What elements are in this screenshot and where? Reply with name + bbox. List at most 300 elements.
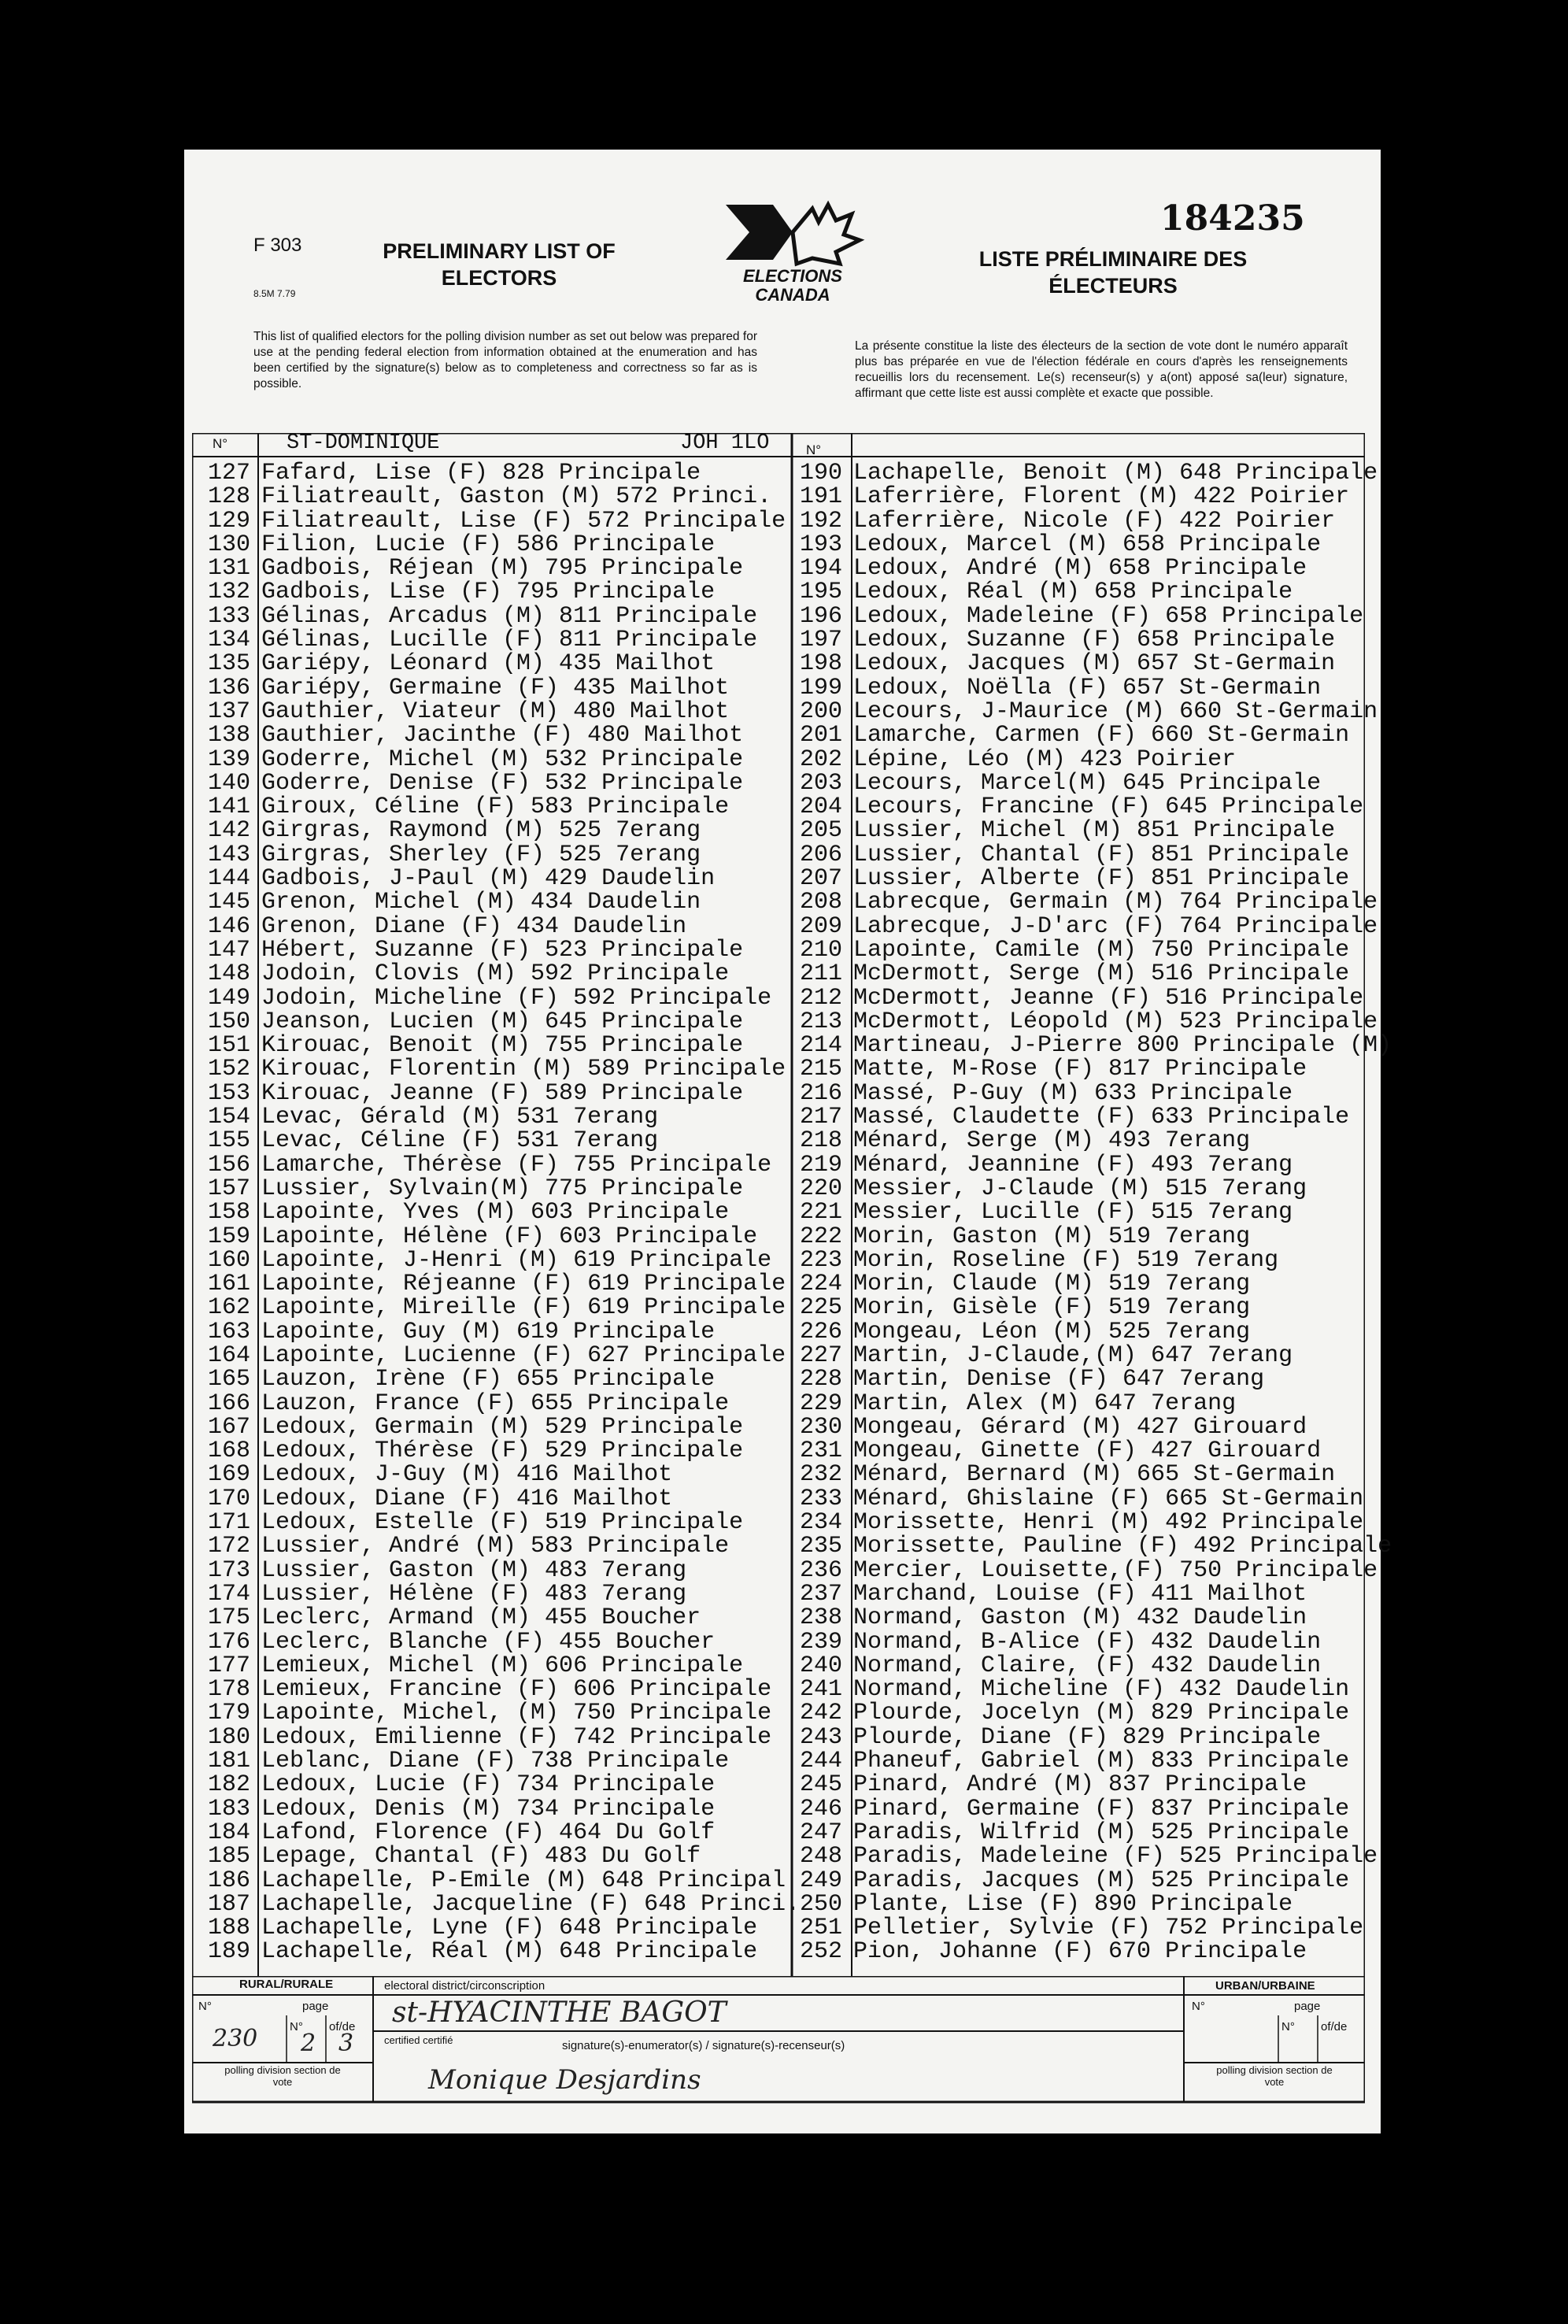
elector-row [192, 1582, 800, 1606]
elector-row [784, 1487, 1392, 1511]
elector-entry: Gauthier, Viateur (M) 480 Mailhot [261, 698, 730, 725]
elector-row [784, 1630, 1392, 1654]
elector-number: 192 [799, 507, 842, 535]
elector-entry: Lauzon, Irène (F) 655 Principale [261, 1366, 716, 1393]
elector-row [192, 748, 800, 772]
elector-number: 213 [799, 1008, 842, 1035]
elector-row [784, 1105, 1392, 1129]
elector-number: 232 [799, 1461, 842, 1489]
elector-entry: Massé, P-Guy (M) 633 Principale [853, 1079, 1293, 1107]
elector-number: 202 [799, 746, 842, 773]
elector-entry: Messier, J-Claude (M) 515 7erang [853, 1175, 1307, 1202]
elector-entry: Paradis, Madeleine (F) 525 Principale [853, 1843, 1378, 1871]
elector-row [784, 748, 1392, 772]
elector-row [192, 769, 800, 797]
elector-row [192, 723, 800, 747]
elector-row [784, 1890, 1392, 1918]
elector-entry: Lecours, Marcel(M) 645 Principale [853, 769, 1322, 797]
elector-entry: Lussier, Hélène (F) 483 7erang [261, 1580, 687, 1608]
intro-english: This list of qualified electors for the polling division number as set out below was prepared for use at the pending federal election from information obtained at the enumeration and has been certified by the signature(s) below as to completeness and correctness so far as is possible. [253, 330, 757, 390]
elector-entry: Leclerc, Armand (M) 455 Boucher [261, 1604, 701, 1632]
elector-row [192, 1415, 800, 1439]
elector-number: 142 [207, 817, 250, 845]
elector-entry: McDermott, Serge (M) 516 Principale [853, 960, 1350, 988]
elector-entry: Lapointe, J-Henri (M) 619 Principale [261, 1246, 772, 1274]
elector-entry: Morissette, Pauline (F) 492 Principale [853, 1533, 1392, 1560]
elector-number: 205 [799, 817, 842, 845]
elector-entry: Gadbois, Réjean (M) 795 Principale [261, 555, 744, 583]
elector-row [784, 485, 1392, 509]
elector-entry: Normand, Gaston (M) 432 Daudelin [853, 1604, 1307, 1632]
elector-entry: Gélinas, Arcadus (M) 811 Principale [261, 602, 758, 630]
elector-number: 177 [207, 1652, 250, 1679]
elector-number: 146 [207, 912, 250, 940]
elector-row [192, 795, 800, 819]
title-english: PRELIMINARY LIST OF ELECTORS [383, 239, 616, 290]
elector-entry: Lapointe, Réjeanne (F) 619 Principale [261, 1271, 786, 1298]
elector-number: 194 [799, 555, 842, 583]
elector-entry: McDermott, Jeanne (F) 516 Principale [853, 984, 1364, 1012]
rural-of-label: of/de [329, 2020, 356, 2034]
elector-number: 181 [207, 1748, 250, 1775]
elector-entry: Lapointe, Guy (M) 619 Principale [261, 1318, 716, 1345]
elector-number: 222 [799, 1223, 842, 1250]
elector-row [784, 795, 1392, 819]
elector-number: 130 [207, 531, 250, 558]
elector-number: 197 [799, 627, 842, 654]
elector-entry: Gadbois, J-Paul (M) 429 Daudelin [261, 865, 716, 893]
elector-row [192, 1057, 800, 1081]
polling-division-number: 230 [213, 2025, 258, 2052]
elector-entry: Messier, Lucille (F) 515 7erang [853, 1199, 1293, 1227]
elector-entry: Kirouac, Jeanne (F) 589 Principale [261, 1079, 744, 1107]
elector-number: 136 [207, 674, 250, 701]
elector-number: 182 [207, 1771, 250, 1799]
elector-entry: Ledoux, Denis (M) 734 Principale [261, 1795, 716, 1823]
elector-row [784, 1153, 1392, 1177]
elector-entry: Paradis, Wilfrid (M) 525 Principale [853, 1819, 1350, 1846]
elector-number: 154 [207, 1104, 250, 1131]
elector-entry: Morin, Claude (M) 519 7erang [853, 1271, 1251, 1298]
elector-entry: Lapointe, Lucienne (F) 627 Principale [261, 1341, 786, 1369]
elector-entry: Ledoux, Diane (F) 416 Mailhot [261, 1485, 673, 1512]
elector-number: 137 [207, 698, 250, 725]
electoral-district-label: electoral district/circonscription [384, 1979, 545, 1993]
elector-number: 252 [799, 1938, 842, 1966]
elector-entry: Labrecque, Germain (M) 764 Principale [853, 889, 1378, 916]
elector-entry: Ledoux, Noëlla (F) 657 St-Germain [853, 674, 1322, 701]
svg-text:ELECTIONS: ELECTIONS [743, 266, 842, 286]
elector-entry: Levac, Céline (F) 531 7erang [261, 1127, 659, 1155]
elector-entry: Lachapelle, P-Emile (M) 648 Principal [261, 1867, 786, 1894]
elector-row [784, 700, 1392, 723]
elector-row [192, 1246, 800, 1274]
elector-row [784, 1797, 1392, 1821]
electoral-district-value: st-HYACINTHE BAGOT [392, 1996, 727, 2029]
elector-row [192, 843, 800, 867]
elector-number: 241 [799, 1676, 842, 1704]
elector-row [784, 1225, 1392, 1249]
elector-row [192, 1487, 800, 1511]
elector-entry: Ledoux, J-Guy (M) 416 Mailhot [261, 1461, 673, 1489]
elector-number: 170 [207, 1485, 250, 1512]
elector-number: 251 [799, 1915, 842, 1942]
elector-row [192, 962, 800, 986]
elector-entry: Goderre, Michel (M) 532 Principale [261, 746, 744, 773]
elector-number: 173 [207, 1556, 250, 1584]
elector-number: 228 [799, 1366, 842, 1393]
elector-row [784, 1320, 1392, 1344]
elector-entry: Leclerc, Blanche (F) 455 Boucher [261, 1628, 716, 1656]
elector-entry: Giroux, Céline (F) 583 Principale [261, 794, 730, 821]
elector-entry: Massé, Claudette (F) 633 Principale [853, 1104, 1350, 1131]
elector-entry: Ledoux, Lucie (F) 734 Principale [261, 1771, 716, 1799]
elector-entry: Mongeau, Ginette (F) 427 Girouard [853, 1438, 1322, 1465]
elector-entry: Ledoux, Thérèse (F) 529 Principale [261, 1438, 744, 1465]
elector-number: 149 [207, 984, 250, 1012]
elector-row [784, 1701, 1392, 1725]
elector-number: 240 [799, 1652, 842, 1679]
elector-entry: Girgras, Raymond (M) 525 7erang [261, 817, 701, 845]
elector-number: 219 [799, 1151, 842, 1179]
elector-number: 143 [207, 841, 250, 868]
elector-row [784, 1199, 1392, 1227]
elector-number: 169 [207, 1461, 250, 1489]
elector-entry: Martineau, J-Pierre 800 Principale (M) [853, 1032, 1392, 1060]
elector-row [784, 986, 1392, 1010]
elector-entry: Lamarche, Carmen (F) 660 St-Germain [853, 722, 1350, 749]
elector-number: 163 [207, 1318, 250, 1345]
elector-number: 198 [799, 650, 842, 678]
elector-row [784, 890, 1392, 914]
elector-entry: Lussier, Alberte (F) 851 Principale [853, 865, 1350, 893]
elector-number: 139 [207, 746, 250, 773]
elector-number: 208 [799, 889, 842, 916]
elector-entry: Lussier, Gaston (M) 483 7erang [261, 1556, 687, 1584]
elector-row [784, 1869, 1392, 1893]
elector-row [192, 986, 800, 1010]
elector-row [784, 962, 1392, 986]
form-sub-code: 8.5M 7.79 [253, 288, 296, 299]
rural-polling-division-label: polling division section de vote [224, 2064, 341, 2088]
elector-number: 185 [207, 1843, 250, 1871]
elector-number: 223 [799, 1246, 842, 1274]
rural-label: RURAL/RURALE [239, 1978, 334, 1991]
elector-number: 201 [799, 722, 842, 749]
elector-entry: Laferrière, Florent (M) 422 Poirier [853, 483, 1350, 511]
elector-number: 212 [799, 984, 842, 1012]
elector-entry: Filion, Lucie (F) 586 Principale [261, 531, 716, 558]
elector-entry: Pion, Johanne (F) 670 Principale [853, 1938, 1307, 1966]
elector-row [784, 723, 1392, 747]
electors-list-form [184, 150, 1392, 2133]
elector-number: 200 [799, 698, 842, 725]
signature-label: signature(s)-enumerator(s) / signature(s)-recenseur(s) [562, 2039, 845, 2052]
elector-row [192, 865, 800, 893]
elector-row [784, 580, 1392, 604]
elector-row [192, 912, 800, 940]
elector-number: 160 [207, 1246, 250, 1274]
page-number: 2 [301, 2030, 316, 2057]
elector-number: 150 [207, 1008, 250, 1035]
elector-row [784, 555, 1392, 583]
urban-page-no-label: N° [1281, 2020, 1295, 2034]
elector-number: 237 [799, 1580, 842, 1608]
elector-number: 156 [207, 1151, 250, 1179]
elector-number: 199 [799, 674, 842, 701]
elector-row [784, 602, 1392, 630]
elector-entry: Lapointe, Hélène (F) 603 Principale [261, 1223, 758, 1250]
right-no-header: N° [806, 442, 822, 457]
elector-number: 171 [207, 1509, 250, 1537]
elector-number: 238 [799, 1604, 842, 1632]
elector-row [192, 1225, 800, 1249]
elector-row [192, 1294, 800, 1322]
elector-row [192, 1272, 800, 1296]
elector-number: 239 [799, 1628, 842, 1656]
elector-number: 132 [207, 579, 250, 606]
elector-number: 178 [207, 1676, 250, 1704]
elector-row [192, 700, 800, 723]
elector-entry: Gariépy, Germaine (F) 435 Mailhot [261, 674, 730, 701]
elections-canada-logo [718, 197, 867, 307]
elector-row [192, 1773, 800, 1797]
elector-number: 161 [207, 1271, 250, 1298]
urban-of-label: of/de [1321, 2020, 1348, 2034]
rural-no-label: N° [198, 2000, 212, 2013]
elector-number: 190 [799, 460, 842, 487]
elector-entry: Laferrière, Nicole (F) 422 Poirier [853, 507, 1336, 535]
elector-row [784, 1582, 1392, 1606]
elector-number: 227 [799, 1341, 842, 1369]
elector-entry: Lachapelle, Lyne (F) 648 Principale [261, 1915, 758, 1942]
elector-number: 217 [799, 1104, 842, 1131]
elector-row [192, 509, 800, 533]
elector-number: 176 [207, 1628, 250, 1656]
elector-entry: Lépine, Léo (M) 423 Poirier [853, 746, 1237, 773]
elector-number: 179 [207, 1700, 250, 1727]
elector-row [192, 650, 800, 678]
urban-page-label: page [1294, 2000, 1321, 2013]
elector-row [192, 1341, 800, 1369]
elector-number: 186 [207, 1867, 250, 1894]
elector-number: 158 [207, 1199, 250, 1227]
elector-entry: Lauzon, France (F) 655 Principale [261, 1390, 730, 1417]
elector-number: 129 [207, 507, 250, 535]
elector-row [784, 1843, 1392, 1871]
elector-number: 167 [207, 1413, 250, 1441]
elector-entry: McDermott, Léopold (M) 523 Principale [853, 1008, 1378, 1035]
elector-row [192, 1676, 800, 1704]
elector-number: 138 [207, 722, 250, 749]
elector-number: 157 [207, 1175, 250, 1202]
elector-entry: Lussier, Michel (M) 851 Principale [853, 817, 1336, 845]
elector-row [192, 1821, 800, 1845]
elector-row [192, 1153, 800, 1177]
elector-row [192, 485, 800, 509]
elector-number: 151 [207, 1032, 250, 1060]
elector-number: 145 [207, 889, 250, 916]
elector-number: 250 [799, 1890, 842, 1918]
elector-number: 233 [799, 1485, 842, 1512]
elector-entry: Plourde, Jocelyn (M) 829 Principale [853, 1700, 1350, 1727]
elector-row [192, 1606, 800, 1630]
elector-entry: Plourde, Diane (F) 829 Principale [853, 1723, 1322, 1751]
elector-entry: Ménard, Ghislaine (F) 665 St-Germain [853, 1485, 1364, 1512]
elector-row [784, 1556, 1392, 1584]
elector-row [192, 1509, 800, 1537]
elector-number: 224 [799, 1271, 842, 1298]
elector-number: 168 [207, 1438, 250, 1465]
elector-number: 211 [799, 960, 842, 988]
elector-number: 218 [799, 1127, 842, 1155]
elector-number: 214 [799, 1032, 842, 1060]
elector-number: 196 [799, 602, 842, 630]
elector-number: 207 [799, 865, 842, 893]
elector-row [192, 602, 800, 630]
urban-polling-division-label: polling division section de vote [1216, 2064, 1333, 2088]
elector-entry: Lemieux, Michel (M) 606 Principale [261, 1652, 744, 1679]
elector-number: 191 [799, 483, 842, 511]
elector-row [192, 533, 800, 557]
elector-number: 203 [799, 769, 842, 797]
elector-number: 175 [207, 1604, 250, 1632]
elector-number: 220 [799, 1175, 842, 1202]
elector-entry: Goderre, Denise (F) 532 Principale [261, 769, 744, 797]
elector-number: 159 [207, 1223, 250, 1250]
elector-number: 235 [799, 1533, 842, 1560]
elector-entry: Gauthier, Jacinthe (F) 480 Mailhot [261, 722, 744, 749]
elector-row [192, 938, 800, 962]
elector-entry: Lussier, Sylvain(M) 775 Principale [261, 1175, 744, 1202]
elector-number: 189 [207, 1938, 250, 1966]
title-french: LISTE PRÉLIMINAIRE DES ÉLECTEURS [978, 247, 1248, 298]
elector-number: 141 [207, 794, 250, 821]
elector-entry: Lecours, Francine (F) 645 Principale [853, 794, 1364, 821]
elector-number: 165 [207, 1366, 250, 1393]
elector-row [784, 509, 1392, 533]
rural-page-label: page [302, 2000, 329, 2013]
maple-leaf-x-icon [718, 197, 867, 307]
elector-row [192, 817, 800, 845]
elector-entry: Mongeau, Léon (M) 525 7erang [853, 1318, 1251, 1345]
elector-entry: Gadbois, Lise (F) 795 Principale [261, 579, 716, 606]
elector-number: 246 [799, 1795, 842, 1823]
elector-row [784, 1749, 1392, 1773]
elector-entry: Morissette, Henri (M) 492 Principale [853, 1509, 1364, 1537]
elector-number: 148 [207, 960, 250, 988]
elector-row [784, 1534, 1392, 1558]
rural-page-no-label: N° [290, 2020, 303, 2034]
elector-entry: Plante, Lise (F) 890 Principale [853, 1890, 1293, 1918]
elector-row [192, 676, 800, 700]
elector-row [192, 1032, 800, 1060]
elector-entry: Ledoux, Emilienne (F) 742 Principale [261, 1723, 772, 1751]
elector-entry: Ledoux, Suzanne (F) 658 Principale [853, 627, 1336, 654]
elector-row [784, 1057, 1392, 1081]
elector-number: 188 [207, 1915, 250, 1942]
elector-number: 249 [799, 1867, 842, 1894]
elector-number: 147 [207, 936, 250, 964]
certified-label: certified certifié [384, 2034, 453, 2046]
elector-entry: Gariépy, Léonard (M) 435 Mailhot [261, 650, 716, 678]
elector-number: 230 [799, 1413, 842, 1441]
elector-entry: Martin, Alex (M) 647 7erang [853, 1390, 1237, 1417]
intro-french: La présente constitue la liste des électeurs de la section de vote dont le numéro apparaît plus bas préparée en vue de l'élection fédérale en cours d'après les renseignements recueillis lors du recensement. Le(s) recenseur(s) y a(ont) apposé sa(leur) signature, affirmant que cette liste est aussi complète et exacte que possible. [855, 339, 1348, 400]
elector-entry: Lachapelle, Benoit (M) 648 Principale [853, 460, 1378, 487]
elector-row [784, 1461, 1392, 1489]
elector-entry: Matte, M-Rose (F) 817 Principale [853, 1056, 1307, 1083]
elector-row [784, 843, 1392, 867]
elector-row [784, 1032, 1392, 1060]
elector-row [784, 938, 1392, 962]
elector-entry: Filiatreault, Lise (F) 572 Principale [261, 507, 786, 535]
elector-entry: Jodoin, Micheline (F) 592 Principale [261, 984, 772, 1012]
elector-entry: Ménard, Serge (M) 493 7erang [853, 1127, 1251, 1155]
form-code: F 303 [253, 235, 302, 256]
elector-entry: Lecours, J-Maurice (M) 660 St-Germain [853, 698, 1378, 725]
elector-row [784, 1415, 1392, 1439]
elector-entry: Pelletier, Sylvie (F) 752 Principale [853, 1915, 1364, 1942]
elector-row [192, 1461, 800, 1489]
elector-entry: Lamarche, Thérèse (F) 755 Principale [261, 1151, 772, 1179]
elector-row [784, 1010, 1392, 1034]
elector-row [192, 1199, 800, 1227]
elector-row [192, 1797, 800, 1821]
elector-row [784, 1821, 1392, 1845]
elector-row [784, 1129, 1392, 1153]
elector-row [784, 1606, 1392, 1630]
elector-number: 204 [799, 794, 842, 821]
elector-row [192, 1367, 800, 1391]
elector-number: 172 [207, 1533, 250, 1560]
elector-entry: Paradis, Jacques (M) 525 Principale [853, 1867, 1350, 1894]
elector-number: 131 [207, 555, 250, 583]
urban-label: URBAN/URBAINE [1215, 1979, 1315, 1993]
elector-entry: Normand, Micheline (F) 432 Daudelin [853, 1676, 1350, 1704]
elector-row [192, 628, 800, 652]
elector-row [784, 676, 1392, 700]
elector-entry: Ledoux, Jacques (M) 657 St-Germain [853, 650, 1336, 678]
elector-entry: Lapointe, Michel, (M) 750 Principale [261, 1700, 772, 1727]
elector-number: 174 [207, 1580, 250, 1608]
elector-row [784, 1654, 1392, 1678]
locality: ST-DOMINIQUE [287, 431, 440, 455]
elector-entry: Ledoux, Marcel (M) 658 Principale [853, 531, 1322, 558]
elector-row [192, 1556, 800, 1584]
elector-row [192, 890, 800, 914]
elector-entry: Lapointe, Mireille (F) 619 Principale [261, 1294, 786, 1322]
elector-entry: Ménard, Bernard (M) 665 St-Germain [853, 1461, 1336, 1489]
elector-row [784, 1916, 1392, 1940]
elector-entry: Ledoux, Réal (M) 658 Principale [853, 579, 1293, 606]
elector-row [192, 1938, 800, 1966]
elector-number: 133 [207, 602, 250, 630]
elector-row [784, 1392, 1392, 1415]
elector-entry: Ménard, Jeannine (F) 493 7erang [853, 1151, 1293, 1179]
elector-row [784, 1938, 1392, 1966]
elector-entry: Grenon, Diane (F) 434 Daudelin [261, 912, 687, 940]
elector-row [192, 580, 800, 604]
elector-number: 226 [799, 1318, 842, 1345]
elector-row [784, 817, 1392, 845]
urban-no-label: N° [1192, 2000, 1205, 2013]
elector-entry: Marchand, Louise (F) 411 Mailhot [853, 1580, 1307, 1608]
elector-number: 243 [799, 1723, 842, 1751]
elector-entry: Lafond, Florence (F) 464 Du Golf [261, 1819, 716, 1846]
right-column [784, 461, 1392, 1964]
elector-row [192, 1534, 800, 1558]
